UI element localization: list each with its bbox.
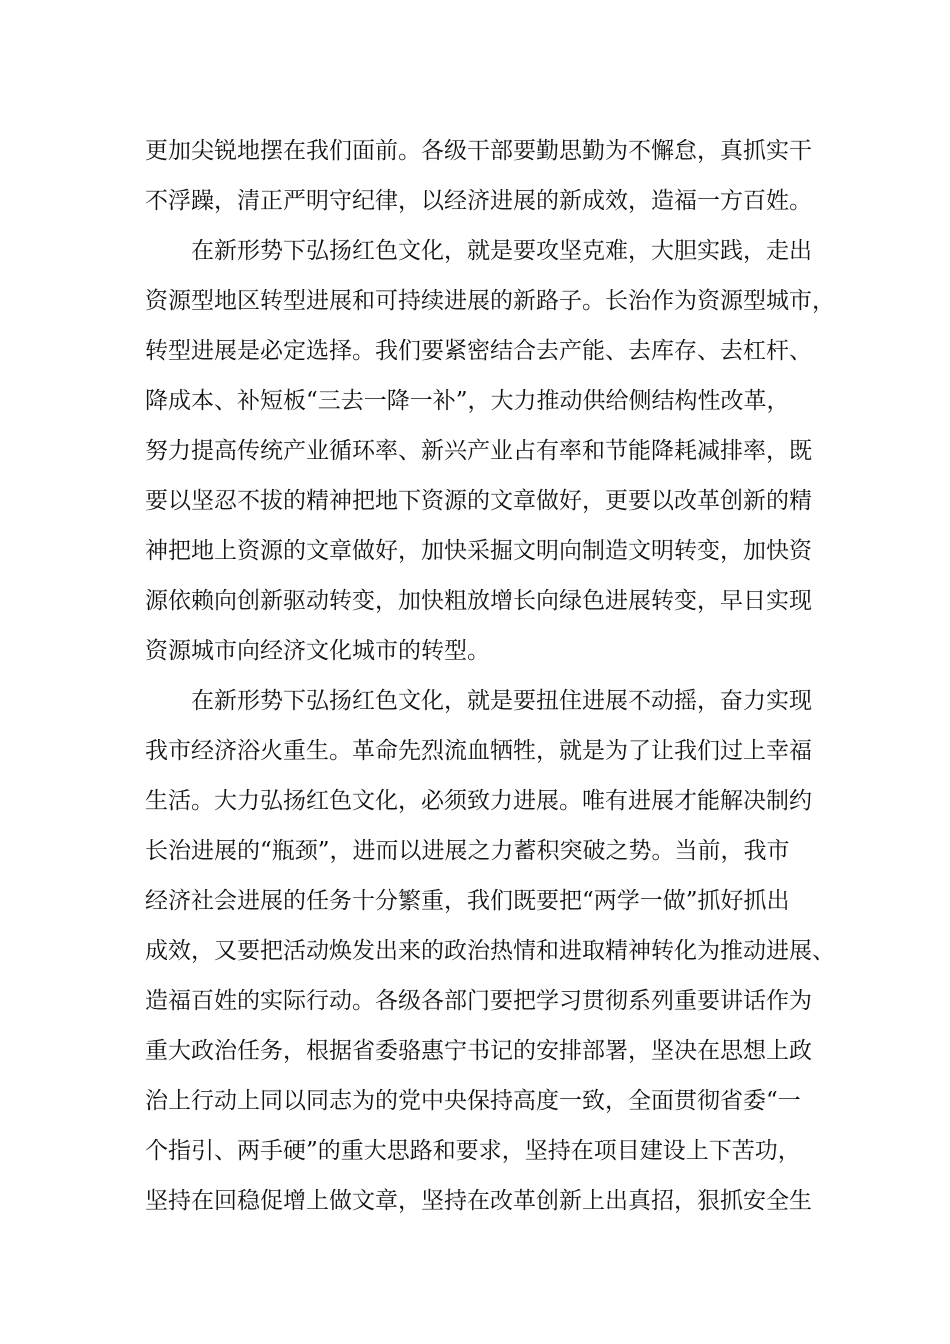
text-line: 不浮躁，清正严明守纪律，以经济进展的新成效，造福一方百姓。 <box>145 188 812 214</box>
text-line: 更加尖锐地摆在我们面前。各级干部要勤思勤为不懈怠，真抓实干 <box>145 138 812 164</box>
text-line: 坚持在回稳促增上做文章，坚持在改革创新上出真招，狠抓安全生 <box>145 1188 812 1214</box>
text-line: 资源城市向经济文化城市的转型。 <box>145 638 490 664</box>
text-line: 我市经济浴火重生。革命先烈流血牺牲，就是为了让我们过上幸福 <box>145 738 812 764</box>
text-line: 长治进展的“瓶颈”，进而以进展之力蓄积突破之势。当前，我市 <box>145 838 790 864</box>
text-line: 神把地上资源的文章做好，加快采掘文明向制造文明转变，加快资 <box>145 538 812 564</box>
text-line: 治上行动上同以同志为的党中央保持高度一致，全面贯彻省委“一 <box>145 1088 801 1114</box>
paragraph-first-line: 在新形势下弘扬红色文化，就是要攻坚克难，大胆实践，走出 <box>191 238 812 264</box>
text-line: 源依赖向创新驱动转变，加快粗放增长向绿色进展转变，早日实现 <box>145 588 812 614</box>
text-line: 资源型地区转型进展和可持续进展的新路子。长治作为资源型城市， <box>145 288 835 314</box>
text-line: 努力提高传统产业循环率、新兴产业占有率和节能降耗减排率，既 <box>145 438 812 464</box>
text-line: 重大政治任务，根据省委骆惠宁书记的安排部署，坚决在思想上政 <box>145 1038 812 1064</box>
body-text <box>145 126 835 1226</box>
text-line: 造福百姓的实际行动。各级各部门要把学习贯彻系列重要讲话作为 <box>145 988 812 1014</box>
text-line: 个指引、两手硬”的重大思路和要求，坚持在项目建设上下苦功， <box>145 1138 801 1164</box>
text-line: 转型进展是必定选择。我们要紧密结合去产能、去库存、去杠杆、 <box>145 338 812 364</box>
text-line: 成效，又要把活动焕发出来的政治热情和进取精神转化为推动进展、 <box>145 938 835 964</box>
text-line: 经济社会进展的任务十分繁重，我们既要把“两学一做”抓好抓出 <box>145 888 790 914</box>
paragraph-first-line: 在新形势下弘扬红色文化，就是要扭住进展不动摇，奋力实现 <box>191 688 812 714</box>
text-line: 生活。大力弘扬红色文化，必须致力进展。唯有进展才能解决制约 <box>145 788 812 814</box>
text-line: 要以坚忍不拔的精神把地下资源的文章做好，更要以改革创新的精 <box>145 488 812 514</box>
text-line: 降成本、补短板“三去一降一补”，大力推动供给侧结构性改革， <box>145 388 790 414</box>
